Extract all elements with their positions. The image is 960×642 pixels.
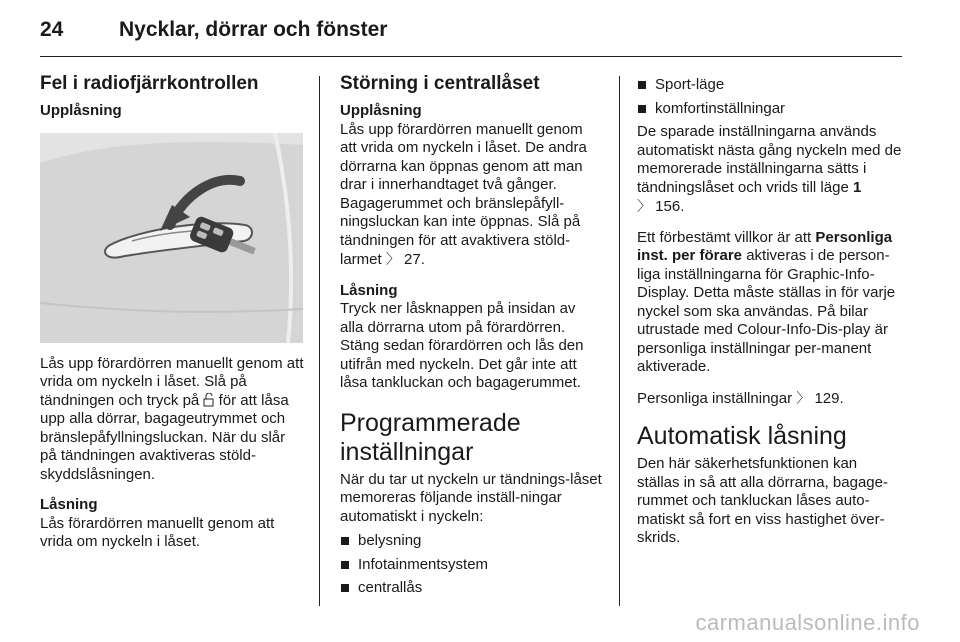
- watermark: carmanualsonline.info: [695, 610, 920, 635]
- list-item: belysning: [340, 532, 602, 551]
- lock-paragraph: Lås förardörren manuellt genom att vrida om nyckeln i låset.: [40, 514, 275, 550]
- column-divider: [619, 76, 620, 606]
- list-item: centrallås: [340, 579, 602, 598]
- page-number: 24: [40, 18, 64, 41]
- column-divider: [319, 76, 320, 606]
- page-ref-arrow-icon: 〉: [637, 198, 651, 214]
- page-header: [40, 18, 902, 54]
- settings-paragraph: De sparade inställningarna används automatiskt nästa gång nyckeln med de memorerade inställningarna sätts i tändningslåset och vrids till läge 1 〉 156.: [637, 123, 902, 215]
- unlock-symbol-icon: [203, 393, 214, 407]
- stored-settings-list: [340, 532, 602, 598]
- programmed-paragraph: När du tar ut nyckeln ur tändnings-låset memoreras följande inställ-ningar automatiskt i nyckeln:: [340, 470, 602, 525]
- stored-settings-list-continued: [637, 76, 903, 118]
- unlock-paragraph: Lås upp förardörren manuellt genom att vrida om nyckeln i låset. Slå på tändningen och tryck på för att låsa upp alla dörrar, bagageutrymmet och bränslepåfyllningsluckan. När du slår på tändningen avaktiveras stöld-skyddslåsningen.: [40, 354, 304, 483]
- section-title: Störning i centrallåset: [340, 73, 540, 94]
- list-item: Infotainmentsystem: [340, 556, 602, 575]
- condition-paragraph: Ett förbestämt villkor är att Personliga inst. per förare aktiveras i de person-liga inställningarna för Graphic-Info-Display. Detta måste ställas in för varje nyckel som ska användas. På bilar utrustade med Colour-Info-Dis-play är personliga inställningar per-manent aktiverade.: [637, 228, 896, 375]
- lock-paragraph: Tryck ner låsknappen på insidan av alla dörrarna utom på förardörren. Stäng sedan förardörren och lås den utifrån med nyckeln. Det går inte att låsa tankluckan och bagagerummet.: [340, 300, 584, 391]
- chapter-title: Nycklar, dörrar och fönster: [119, 18, 388, 41]
- door-figure-icon: [40, 133, 303, 343]
- subheading-lock: Låsning: [40, 496, 98, 513]
- header-rule: [40, 56, 902, 57]
- column-2: [340, 72, 602, 603]
- section-title-programmed: Programmerade inställningar: [340, 408, 521, 466]
- page-ref-arrow-icon: 〉: [385, 251, 400, 267]
- unlock-paragraph: Lås upp förardörren manuellt genom att vrida om nyckeln i låset. De andra dörrarna kan öppnas genom att man drar i innerhandtaget två gånger. Bagagerummet och bränslepåfyll-ningsluckan kan inte öppnas. Slå på tändningen för att avaktivera stöld-larmet 〉 27.: [340, 120, 587, 268]
- section-title: Fel i radiofjärrkontrollen: [40, 73, 259, 94]
- list-item: komfortinställningar: [637, 100, 903, 119]
- car-door-handle-key-illustration: [40, 133, 303, 343]
- column-1: [40, 72, 305, 564]
- page-ref-arrow-icon: 〉: [796, 389, 811, 406]
- subheading-unlock: Upplåsning: [340, 102, 422, 119]
- subheading-unlock: Upplåsning: [40, 102, 122, 119]
- section-title-auto-lock: Automatisk låsning: [637, 422, 847, 450]
- auto-lock-paragraph: Den här säkerhetsfunktionen kan ställas in så att alla dörrarna, bagage-rummet och tankluckan låses auto-matiskt så fort en viss hastighet över-skrids.: [637, 455, 888, 546]
- personal-settings-ref: Personliga inställningar 〉 129.: [637, 389, 844, 407]
- column-3: [637, 72, 903, 560]
- list-item: Sport-läge: [637, 76, 903, 95]
- subheading-lock: Låsning: [340, 281, 398, 299]
